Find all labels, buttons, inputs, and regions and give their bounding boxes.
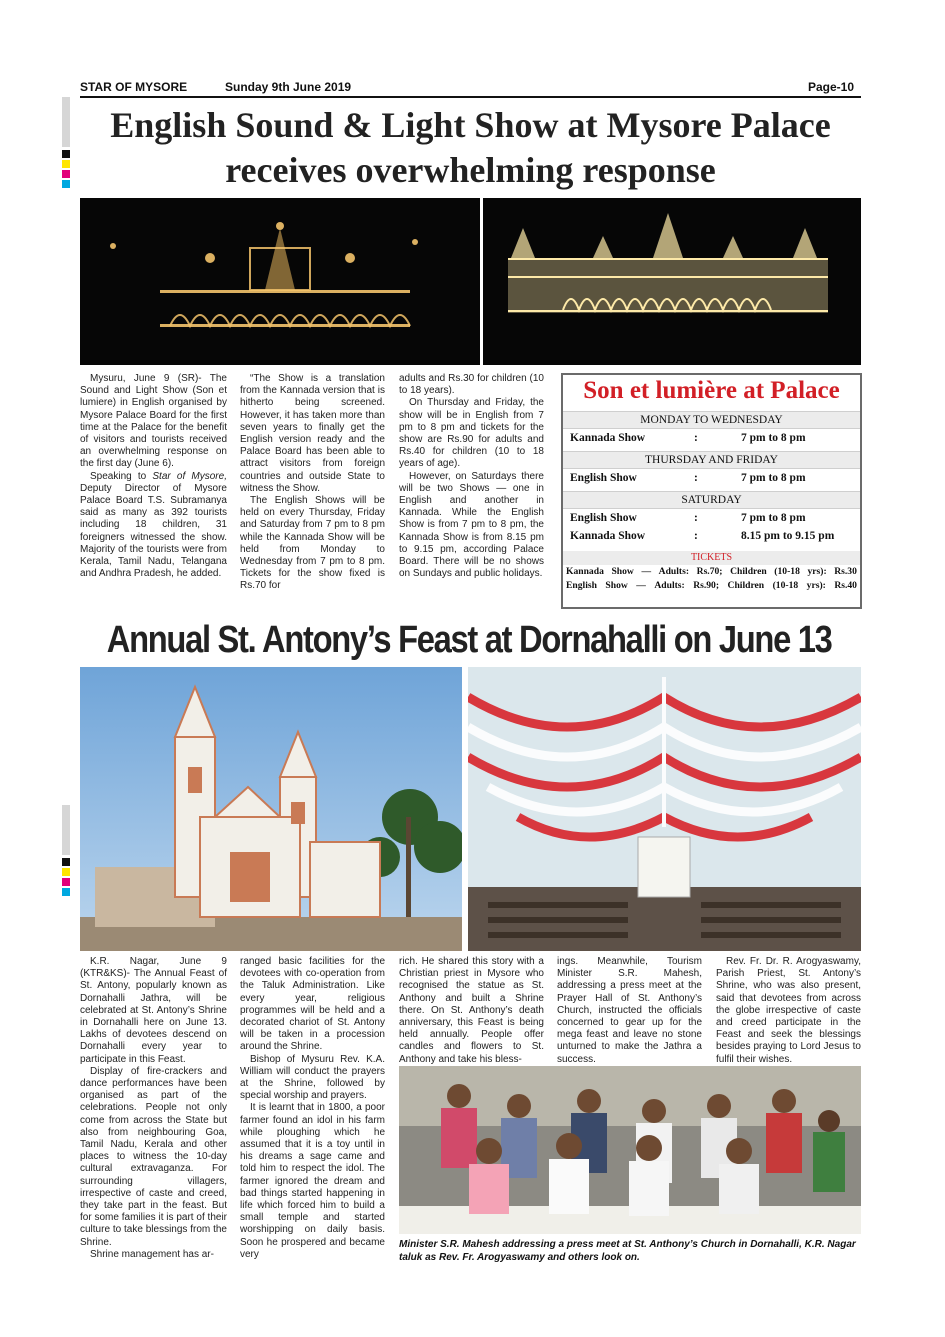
row-3-show: English Show	[570, 512, 637, 524]
article-1-para-5: adults and Rs.30 for children (10 to 18 years).	[399, 373, 544, 397]
t1-w6: (10-18	[774, 566, 800, 577]
t1-w2: —	[641, 566, 652, 577]
t1-w3: Adults:	[658, 566, 690, 577]
article-1-paper-ref: Star of Mysore,	[152, 470, 227, 482]
row-4-colon: :	[694, 530, 698, 542]
print-mark-magenta	[62, 170, 70, 178]
row-3-time: 7 pm to 8 pm	[741, 512, 806, 524]
print-mark-black-2	[62, 858, 70, 866]
article-1-column-2	[240, 373, 385, 593]
press-meet-caption: Minister S.R. Mahesh addressing a press meet at St. Anthony’s Church in Dornahalli, K.R. Nagar taluk as Rev. Fr. Arogyaswamy and others look on.	[399, 1239, 856, 1263]
row-2-colon: :	[694, 472, 698, 484]
t2-w0: English	[566, 580, 597, 591]
article-2-para-4: ranged basic facilities for the devotees with co-operation from the Taluk Administration. Like every year, religious programmes will be held and a decorated chariot of St. Antony will be taken in a procession around the Shrine.	[240, 956, 385, 1053]
article-2-column-5	[716, 956, 861, 1066]
palace-photo-left	[80, 198, 480, 365]
t1-w5: Children	[730, 566, 767, 577]
t1-w7: yrs):	[807, 566, 827, 577]
page-number: Page-10	[808, 80, 855, 94]
t1-w1: Show	[611, 566, 634, 577]
headline-2: Annual St. Antony’s Feast at Dornahalli on June 13	[106, 619, 832, 661]
article-1-column-1	[80, 373, 227, 580]
article-2-column-2	[240, 956, 385, 1261]
article-2-para-9: Rev. Fr. Dr. R. Arogyaswamy, Parish Priest, St. Antony’s Shrine, who was also present, said that devotees from across the globe irrespective of caste and creed participate in the Feast and seek the blessings besides praying to Lord Jesus to fulfil their wishes.	[716, 956, 861, 1065]
palace-photo-right	[483, 198, 861, 365]
schedule-row-1	[563, 429, 860, 447]
print-mark-cyan	[62, 180, 70, 188]
press-meet-photo	[399, 1066, 861, 1234]
article-2-para-3: Shrine management has ar-	[90, 1248, 214, 1260]
article-1-para-4: The English Shows will be held on every Thursday, Friday and Saturday from 7 pm to 8 pm while the Kannada Show will be held from Monday to Wednesday from 7 pm to 8 pm. Tickets for the show fixed is Rs.70 for	[240, 495, 385, 592]
header-rule	[80, 96, 861, 98]
t1-w0: Kannada	[566, 566, 604, 577]
t2-w3: Adults:	[654, 580, 685, 591]
article-2-para-1: K.R. Nagar, June 9 (KTR&KS)- The Annual Feast of St. Antony, popularly known as Dornahalli Jathra, will be celebrated at St. Antony’s Shrine in Dornahalli here on June 13. Lakhs of devotees descend on Dornahalli every year to participate in this Feast.	[80, 956, 227, 1065]
row-2-show: English Show	[570, 472, 637, 484]
church-interior-photo	[468, 667, 861, 951]
t2-w7: yrs):	[806, 580, 826, 591]
church-exterior-photo	[80, 667, 462, 951]
row-1-time: 7 pm to 8 pm	[741, 432, 806, 444]
article-1-para-2-start: Speaking to	[90, 470, 153, 482]
t2-w8: Rs.40	[834, 580, 857, 591]
paper-name: STAR OF MYSORE	[80, 80, 188, 94]
print-mark-bar-bottom	[62, 805, 70, 855]
row-2-time: 7 pm to 8 pm	[741, 472, 806, 484]
article-1-para-7: However, on Saturdays there will be two Shows — one in English and another in Kannada. While the English Show is from 7 pm to 8 pm, the Kannada Show is from 8.15 pm to 9.15 pm, according Palace Board. There will be no shows on Sundays and public holidays.	[399, 470, 544, 580]
headline-1-line-2: receives overwhelming response	[225, 150, 716, 190]
print-mark-yellow-2	[62, 868, 70, 876]
t1-w8: Rs.30	[834, 566, 857, 577]
article-2-para-6: It is learnt that in 1800, a poor farmer found an idol in his farm while ploughing which he assumed that it is a toy until in his dreams a sage came and told him to respect the idol. The farmer ignored the dream and bad things started happening in life which forced him to build a small temple and started worshipping on daily basis. Soon he prospered and became very	[240, 1102, 385, 1260]
show-schedule-box	[561, 373, 862, 609]
print-mark-black	[62, 150, 70, 158]
t2-w2: —	[636, 580, 646, 591]
band-saturday: SATURDAY	[563, 491, 860, 509]
print-mark-cyan-2	[62, 888, 70, 896]
row-4-time: 8.15 pm to 9.15 pm	[741, 530, 835, 542]
t2-w6: (10-18	[772, 580, 799, 591]
article-2-para-7: rich. He shared this story with a Christian priest in Mysore who recognised the statue as St. Anthony and built a Shrine there. On St. Anthony’s death anniversary, this Feast is being held annually. People offer candles and flowers to St. Anthony and take his bless-	[399, 956, 544, 1065]
row-1-colon: :	[694, 432, 698, 444]
row-4-show: Kannada Show	[570, 530, 646, 542]
schedule-row-2	[563, 469, 860, 487]
article-1-para-2	[80, 471, 227, 581]
schedule-row-3	[563, 509, 860, 527]
headline-1-line-1: English Sound & Light Show at Mysore Palace	[110, 105, 831, 145]
tickets-kannada	[563, 565, 860, 579]
t2-w1: Show	[605, 580, 628, 591]
article-1-para-3: “The Show is a translation from the Kannada version that is hitherto being screened. However, it has taken more than seven years to finally get the English version ready and the Palace Board has been able to attract visitors from foreign countries and outside State to witness the Show.	[240, 373, 385, 494]
schedule-title: Son et lumière at Palace	[583, 377, 840, 404]
tickets-english	[563, 579, 860, 593]
article-2-para-2: Display of fire-crackers and dance performances have been organised as part of the celebrations. People not only come from across the State but also from neighbouring Goa, Tamil Nadu, Kerala and other places to witness the 10-day cultural extravaganza. For surrounding villagers, irrespective of caste and creed, they take part in the feast. But for some families it is part of their culture to take blessings from the Shrine.	[80, 1065, 227, 1248]
issue-date: Sunday 9th June 2019	[225, 80, 352, 94]
article-2-column-3	[399, 956, 544, 1066]
print-mark-magenta-2	[62, 878, 70, 886]
tickets-heading: TICKETS	[563, 551, 860, 565]
article-2-column-1	[80, 956, 227, 1261]
article-1-para-2-end: Deputy Director of Mysore Palace Board T.S. Subramanya said as many as 392 tourists including 18 children, 31 foreigners witnessed the show. Majority of the tourists were from Kerala, Tamil Nadu, Telangana and Andhra Pradesh, he added.	[80, 482, 227, 580]
print-mark-bar-top	[62, 97, 70, 147]
article-2-para-8: ings. Meanwhile, Tourism Minister S.R. Mahesh, addressing a press meet at the Prayer Hall of St. Anthony’s Church, instructed the officials concerned to gear up for the mega feast and leave no stone unturned to make the Jathra a success.	[557, 956, 702, 1065]
t1-w4: Rs.70;	[696, 566, 723, 577]
t2-w5: Children	[727, 580, 765, 591]
row-1-show: Kannada Show	[570, 432, 646, 444]
article-1-para-6: On Thursday and Friday, the show will be in English from 7 pm to 8 pm and tickets for the show are Rs.90 for adults and Rs.40 for children (10 to 18 years of age).	[399, 397, 544, 470]
schedule-row-4	[563, 527, 860, 545]
row-3-colon: :	[694, 512, 698, 524]
article-2-column-4	[557, 956, 702, 1066]
article-1-column-3	[399, 373, 544, 580]
t2-w4: Rs.90;	[693, 580, 720, 591]
article-2-para-5: Bishop of Mysuru Rev. K.A. William will conduct the prayers at the Shrine, followed by special worship and prayers.	[240, 1053, 385, 1102]
band-monday-wednesday: MONDAY TO WEDNESDAY	[563, 411, 860, 429]
print-mark-yellow	[62, 160, 70, 168]
band-thursday-friday: THURSDAY AND FRIDAY	[563, 451, 860, 469]
article-1-para-1: Mysuru, June 9 (SR)- The Sound and Light Show (Son et lumiere) in English organised by Mysore Palace Board for the first time at the Palace for the benefit of visitors and tourists received an overwhelming response on the first day (June 6).	[80, 373, 227, 470]
